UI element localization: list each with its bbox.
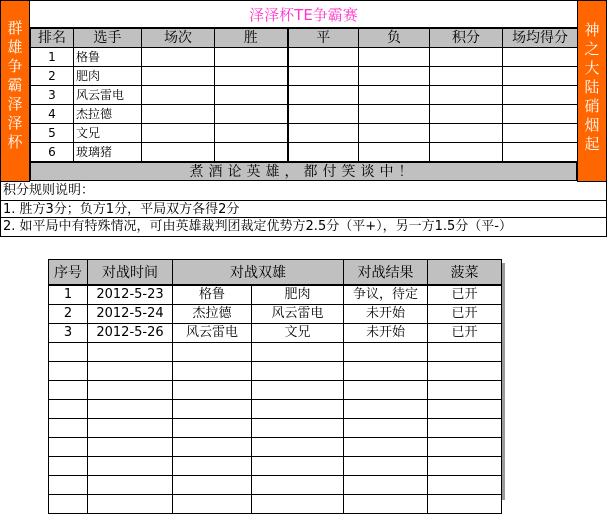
col-matchup: 对战双雄 [173, 260, 344, 286]
col-wins: 胜 [215, 29, 288, 48]
player2-cell [252, 495, 344, 514]
rank-cell: 5 [31, 124, 74, 143]
bet-cell [428, 495, 502, 514]
bet-cell [428, 381, 502, 400]
points-cell [430, 124, 503, 143]
player-cell: 风云雷电 [74, 86, 142, 105]
rank-cell: 6 [31, 143, 74, 162]
draws-cell [288, 48, 359, 67]
losses-cell [359, 67, 430, 86]
losses-cell [359, 124, 430, 143]
standings-row [31, 143, 578, 162]
standings-header-row [31, 29, 578, 48]
player2-cell: 肥肉 [252, 285, 344, 305]
matches-cell [142, 48, 215, 67]
col-bet: 菠菜 [428, 260, 502, 286]
wins-cell [215, 143, 288, 162]
draws-cell [288, 124, 359, 143]
schedule-row [49, 495, 502, 514]
player1-cell [173, 400, 252, 419]
col-no: 序号 [49, 260, 88, 286]
schedule-table [48, 259, 502, 514]
avg-points-cell [503, 124, 578, 143]
schedule-row [49, 457, 502, 476]
avg-points-cell [503, 86, 578, 105]
result-cell [344, 381, 428, 400]
wins-cell [215, 86, 288, 105]
avg-points-cell [503, 48, 578, 67]
result-cell [344, 400, 428, 419]
no-cell [49, 419, 88, 438]
bet-cell [428, 400, 502, 419]
player1-cell [173, 495, 252, 514]
schedule-row [49, 324, 502, 343]
bet-cell [428, 362, 502, 381]
result-cell [344, 476, 428, 495]
standings-row [31, 124, 578, 143]
schedule-row [49, 305, 502, 324]
rule-2: 2. 如平局中有特殊情况，可由英雄裁判团裁定优势方2.5分（平+），另一方1.5分（平-） [0, 218, 607, 237]
rank-cell: 4 [31, 105, 74, 124]
standings-row [31, 67, 578, 86]
player2-cell [252, 343, 344, 362]
player-cell: 文兄 [74, 124, 142, 143]
right-banner-char: 烟 [584, 116, 600, 134]
date-cell: 2012-5-26 [88, 324, 173, 343]
no-cell [49, 362, 88, 381]
right-banner [577, 0, 607, 182]
wins-cell [215, 67, 288, 86]
right-banner-char: 起 [584, 135, 600, 153]
wins-cell [215, 124, 288, 143]
date-cell [88, 438, 173, 457]
schedule-row [49, 400, 502, 419]
player1-cell: 格鲁 [173, 285, 252, 305]
no-cell: 2 [49, 305, 88, 324]
player2-cell [252, 476, 344, 495]
rank-cell: 2 [31, 67, 74, 86]
no-cell [49, 438, 88, 457]
player-cell: 杰拉德 [74, 105, 142, 124]
right-banner-char: 神 [584, 21, 600, 39]
player2-cell: 文兄 [252, 324, 344, 343]
left-banner-char: 雄 [7, 38, 23, 56]
no-cell [49, 400, 88, 419]
avg-points-cell [503, 143, 578, 162]
matches-cell [142, 143, 215, 162]
left-banner-char: 杯 [7, 133, 23, 151]
points-cell [430, 86, 503, 105]
points-cell [430, 143, 503, 162]
col-matches: 场次 [142, 29, 215, 48]
wins-cell [215, 48, 288, 67]
bet-cell [428, 457, 502, 476]
left-banner-char: 泽 [7, 95, 23, 113]
points-cell [430, 48, 503, 67]
right-banner-char: 陆 [584, 78, 600, 96]
points-cell [430, 67, 503, 86]
bet-cell [428, 343, 502, 362]
player-cell: 肥肉 [74, 67, 142, 86]
date-cell [88, 381, 173, 400]
bet-cell [428, 476, 502, 495]
bet-cell [428, 438, 502, 457]
date-cell [88, 419, 173, 438]
result-cell [344, 362, 428, 381]
no-cell [49, 343, 88, 362]
col-rank: 排名 [31, 29, 74, 48]
player1-cell [173, 476, 252, 495]
rules-header: 积分规则说明： [0, 182, 607, 200]
player1-cell [173, 362, 252, 381]
no-cell: 3 [49, 324, 88, 343]
col-result: 对战结果 [344, 260, 428, 286]
left-banner-char: 群 [7, 19, 23, 37]
player1-cell [173, 343, 252, 362]
result-cell [344, 438, 428, 457]
schedule-row [49, 285, 502, 305]
date-cell [88, 457, 173, 476]
result-cell: 未开始 [344, 305, 428, 324]
schedule-row [49, 476, 502, 495]
bet-cell: 已开 [428, 305, 502, 324]
draws-cell [288, 105, 359, 124]
right-banner-char: 大 [584, 59, 600, 77]
left-banner-char: 霸 [7, 76, 23, 94]
player2-cell [252, 438, 344, 457]
player1-cell [173, 457, 252, 476]
matches-cell [142, 67, 215, 86]
losses-cell [359, 143, 430, 162]
bet-cell: 已开 [428, 324, 502, 343]
avg-points-cell [503, 105, 578, 124]
date-cell [88, 476, 173, 495]
result-cell [344, 343, 428, 362]
no-cell [49, 457, 88, 476]
schedule-row [49, 343, 502, 362]
player1-cell [173, 438, 252, 457]
date-cell [88, 362, 173, 381]
player2-cell: 风云雷电 [252, 305, 344, 324]
player2-cell [252, 362, 344, 381]
matches-cell [142, 86, 215, 105]
result-cell: 争议，待定 [344, 285, 428, 305]
no-cell: 1 [49, 285, 88, 305]
player-cell: 玻璃猪 [74, 143, 142, 162]
col-avg-points: 场均得分 [503, 29, 578, 48]
schedule-row [49, 362, 502, 381]
standings-table [30, 28, 578, 162]
player2-cell [252, 400, 344, 419]
standings-row [31, 86, 578, 105]
player1-cell [173, 381, 252, 400]
col-player: 选手 [74, 29, 142, 48]
rank-cell: 1 [31, 48, 74, 67]
result-cell [344, 419, 428, 438]
result-cell: 未开始 [344, 324, 428, 343]
schedule-row [49, 438, 502, 457]
left-banner-char: 争 [7, 57, 23, 75]
date-cell [88, 343, 173, 362]
losses-cell [359, 105, 430, 124]
schedule-header-row [49, 260, 502, 286]
losses-cell [359, 86, 430, 105]
date-cell: 2012-5-24 [88, 305, 173, 324]
standings-row [31, 105, 578, 124]
result-cell [344, 457, 428, 476]
no-cell [49, 476, 88, 495]
losses-cell [359, 48, 430, 67]
matches-cell [142, 124, 215, 143]
rule-1: 1. 胜方3分；负方1分，平局双方各得2分 [0, 200, 607, 218]
avg-points-cell [503, 67, 578, 86]
col-date: 对战时间 [88, 260, 173, 286]
draws-cell [288, 86, 359, 105]
col-points: 积分 [430, 29, 503, 48]
right-banner-char: 硝 [584, 97, 600, 115]
player2-cell [252, 419, 344, 438]
schedule-row [49, 381, 502, 400]
rank-cell: 3 [31, 86, 74, 105]
player-cell: 格鲁 [74, 48, 142, 67]
no-cell [49, 495, 88, 514]
left-banner [0, 0, 30, 182]
schedule-row [49, 419, 502, 438]
matches-cell [142, 105, 215, 124]
result-cell [344, 495, 428, 514]
bet-cell: 已开 [428, 285, 502, 305]
col-draws: 平 [288, 29, 359, 48]
wins-cell [215, 105, 288, 124]
draws-cell [288, 67, 359, 86]
player2-cell [252, 381, 344, 400]
date-cell [88, 400, 173, 419]
draws-cell [288, 143, 359, 162]
player1-cell: 风云雷电 [173, 324, 252, 343]
left-banner-char: 泽 [7, 114, 23, 132]
bet-cell [428, 419, 502, 438]
no-cell [49, 381, 88, 400]
slogan-bar: 煮酒论英雄，都付笑谈中！ [30, 162, 577, 181]
points-cell [430, 105, 503, 124]
player1-cell [173, 419, 252, 438]
right-banner-char: 之 [584, 40, 600, 58]
standings-row [31, 48, 578, 67]
player1-cell: 杰拉德 [173, 305, 252, 324]
date-cell: 2012-5-23 [88, 285, 173, 305]
date-cell [88, 495, 173, 514]
col-losses: 负 [359, 29, 430, 48]
tournament-title: 泽泽杯TE争霸赛 [30, 0, 577, 28]
player2-cell [252, 457, 344, 476]
